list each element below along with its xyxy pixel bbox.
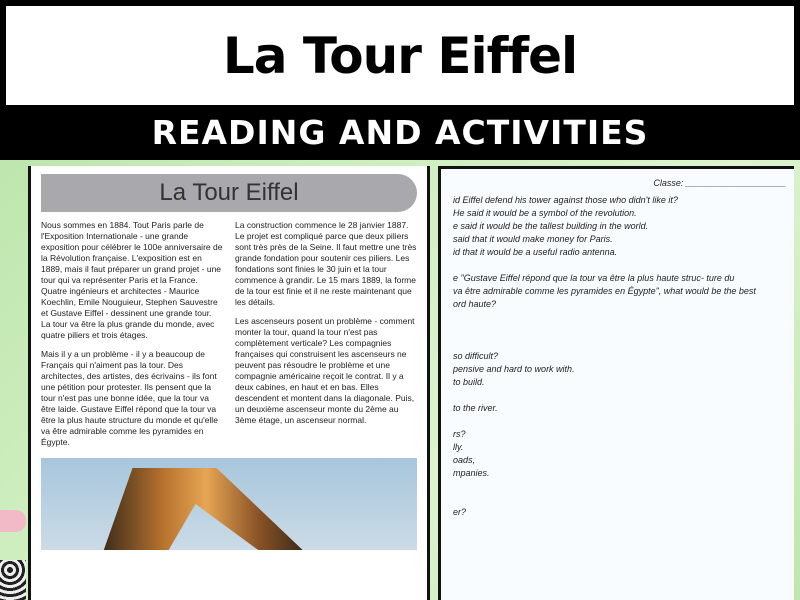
column-1 [41, 220, 223, 456]
worksheet-line [453, 259, 786, 272]
worksheet-line: e said it would be the tallest building in the world. [453, 221, 649, 231]
worksheet-line [453, 324, 786, 337]
worksheet-line: lly. [453, 442, 464, 452]
eiffel-tower-photo [41, 458, 417, 550]
pencil-eraser [0, 510, 26, 532]
worksheet-page [438, 166, 794, 600]
worksheet-line: er? [453, 507, 467, 517]
worksheet-line [453, 337, 786, 350]
subtitle-banner [0, 105, 800, 160]
column-2 [235, 220, 417, 456]
notebook [0, 560, 26, 600]
worksheet-line [453, 389, 786, 402]
worksheet-line: to the river. [453, 403, 498, 413]
worksheet-line [453, 493, 786, 506]
title-banner [0, 0, 800, 105]
classe-label: Classe: ____________________ [653, 178, 786, 188]
reading-title: La Tour Eiffel [41, 174, 417, 212]
reading-page [28, 166, 430, 600]
worksheet-line: va être admirable comme les pyramides en Égypte", what would be the best [453, 286, 756, 296]
worksheet-line [453, 311, 786, 324]
worksheet-line: oads, [453, 455, 476, 465]
worksheet-line: id Eiffel defend his tower against those who didn't like it? [453, 195, 678, 205]
worksheet-line [453, 480, 786, 493]
worksheet-line: pensive and hard to work with. [453, 364, 575, 374]
worksheet-line: He said it would be a symbol of the revolution. [453, 208, 637, 218]
worksheet-line: ord haute? [453, 299, 497, 309]
preview-area [0, 160, 800, 600]
worksheet-line: to build. [453, 377, 485, 387]
subtitle: READING AND ACTIVITIES [151, 113, 649, 152]
worksheet-line: id that it would be a useful radio antenna. [453, 247, 618, 257]
worksheet-line [453, 415, 786, 428]
paragraph: Nous sommes en 1884. Tout Paris parle de l'Exposition Internationale - une grande exposition pour célébrer le 100e anniversaire de la Révolution française. L'exposition est en 1889, mais il faut préparer un grand projet - une tour qui va représenter Paris et la France. Quatre ingénieurs et architectes - Maurice Koechlin, Emile Nouguieur, Stephen Sauvestre et Gustave Eiffel - dessinent une grande tour. La tour va être la plus grande du monde, avec quatre piliers et trois étages. [41, 220, 223, 340]
paragraph: La construction commence le 28 janvier 1887. Le projet est compliqué parce que deux piliers sont très près de la Seine. Il faut mettre une très grande fondation pour soutenir ces piliers. Les fondations sont finies le 30 juin et la tour commence à grandir. Le 15 mars 1889, la forme de la tour est finie et il ne reste maintenant que les détails. [235, 220, 417, 307]
tower-shape [101, 468, 311, 550]
worksheet-line: so difficult? [453, 351, 499, 361]
worksheet-line: rs? [453, 429, 466, 439]
worksheet-line: mpanies. [453, 468, 490, 478]
worksheet-line: e "Gustave Eiffel répond que la tour va être la plus haute struc- ture du [453, 273, 735, 283]
paragraph: Mais il y a un problème - il y a beaucoup de Français qui n'aiment pas la tour. Des architectes, des artistes, des écrivains - ils font une pétition pour protester. Ils pensent que la tour n'est pas une bonne idée, que la tour va être laide. Gustave Eiffel répond que la tour va être la plus haute structure du monde et qu'elle va être admirable comme les pyramides en Égypte. [41, 349, 218, 447]
worksheet-line: said that it would make money for Paris. [453, 234, 613, 244]
main-title: La Tour Eiffel [222, 26, 578, 85]
paragraph: Les ascenseurs posent un problème - comment monter la tour, quand la tour n'est pas complètement verticale? Les compagnies françaises qui construisent les ascenseurs ne peuvent pas résoudre le problème et une compagnie américaine reçoit le contrat. Il y a deux cabines, en haut et en bas. Elles descendent et montent dans la diagonale. Puis, un deuxième ascenseur monte du 2ème au 3ème étage, un ascenseur normal. [235, 316, 415, 425]
